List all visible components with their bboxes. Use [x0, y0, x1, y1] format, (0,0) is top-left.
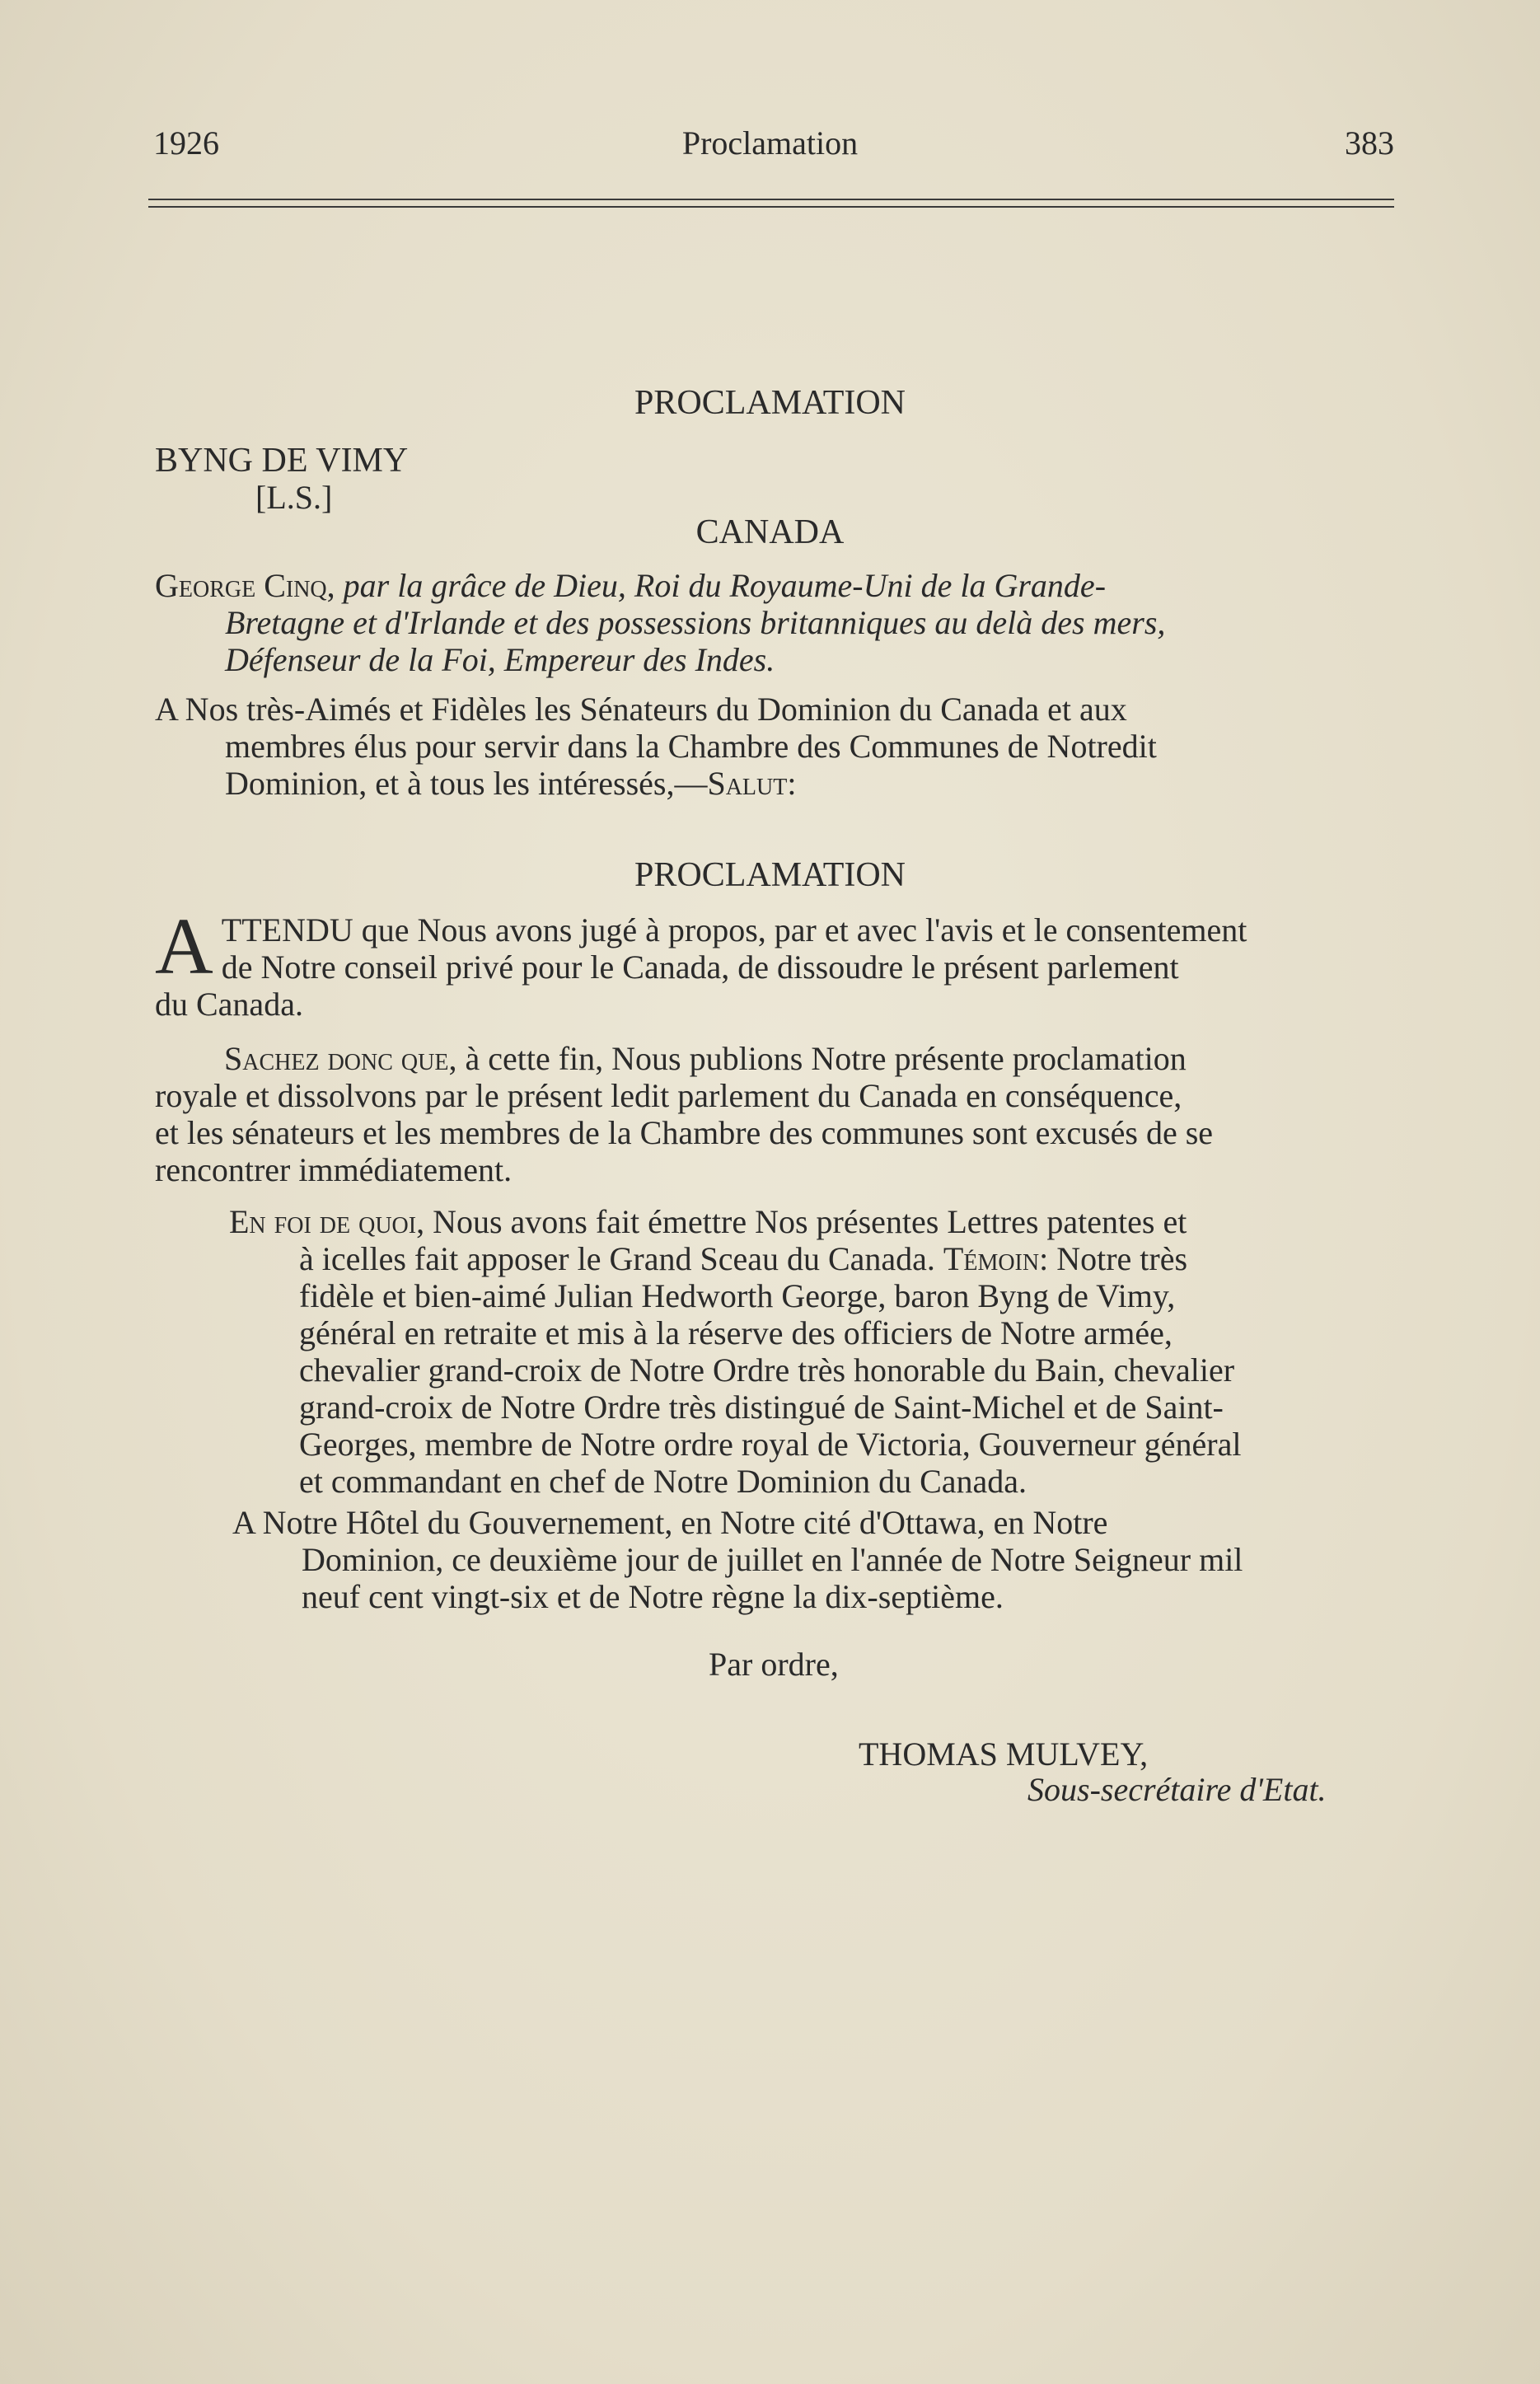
signer-title: Sous-secrétaire d'Etat. [1027, 1771, 1327, 1808]
proclamation-heading: PROCLAMATION [634, 384, 906, 422]
header-title: Proclamation [681, 124, 859, 162]
signer-name: THOMAS MULVEY, [859, 1735, 1149, 1773]
monarch-title: George Cinq, par la grâce de Dieu, Roi du Royaume-Uni de la Grande- Bretagne et d'Irlande et des possessions britanniques au delà des mers, Défenseur de la Foi, Empereur des Indes. [155, 567, 1166, 678]
par-ordre: Par ordre, [709, 1646, 839, 1683]
address-paragraph: A Nos très-Aimés et Fidèles les Sénateurs du Dominion du Canada et aux membres élus pour servir dans la Chambre des Communes de Notredit Dominion, et à tous les intéressés,—Salut: [155, 691, 1157, 802]
header-page-number: 383 [1345, 124, 1394, 162]
great-seal-mark: [L.S.] [255, 479, 333, 516]
header-rule-top [148, 199, 1394, 200]
signatory-name: BYNG DE VIMY [155, 442, 409, 480]
drop-cap: A [155, 902, 213, 991]
hotel-paragraph: A Notre Hôtel du Gouvernement, en Notre cité d'Ottawa, en Notre Dominion, ce deuxième jour de juillet en l'année de Notre Seigneur mil neuf cent vingt-six et de Notre règne la dix-septième. [232, 1504, 1243, 1615]
proclamation-heading-second: PROCLAMATION [634, 856, 906, 894]
en-foi-paragraph: En foi de quoi, Nous avons fait émettre Nos présentes Lettres patentes et à icelles fait apposer le Grand Sceau du Canada. Témoin: Notre très fidèle et bien-aimé Julian Hedworth George, baron Byng de Vimy, général en retraite et mis à la réserve des officiers de Notre armée, chevalier grand-croix de Notre Ordre très honorable du Bain, chevalier grand-croix de Notre Ordre très distingué de Saint-Michel et de Saint- Georges, membre de Notre ordre royal de Victoria, Gouverneur général et commandant en chef de Notre Dominion du Canada. [229, 1203, 1242, 1500]
attendu-paragraph: A TTENDU que Nous avons jugé à propos, par et avec l'avis et le consentement de Notre conseil privé pour le Canada, de dissoudre le présent parlement du Canada. [155, 902, 1247, 1023]
salut-word: Salut: [707, 765, 797, 802]
country-heading: CANADA [695, 513, 845, 551]
header-year: 1926 [153, 124, 219, 162]
sachez-paragraph: Sachez donc que, à cette fin, Nous publions Notre présente proclamation royale et dissolvons par le présent ledit parlement du Canada en conséquence, et les sénateurs et les membres de la Chambre des communes sont excusés de se rencontrer immédiatement. [155, 1040, 1214, 1188]
monarch-name: George Cinq, [155, 567, 335, 604]
header-rule-bottom [148, 206, 1394, 208]
